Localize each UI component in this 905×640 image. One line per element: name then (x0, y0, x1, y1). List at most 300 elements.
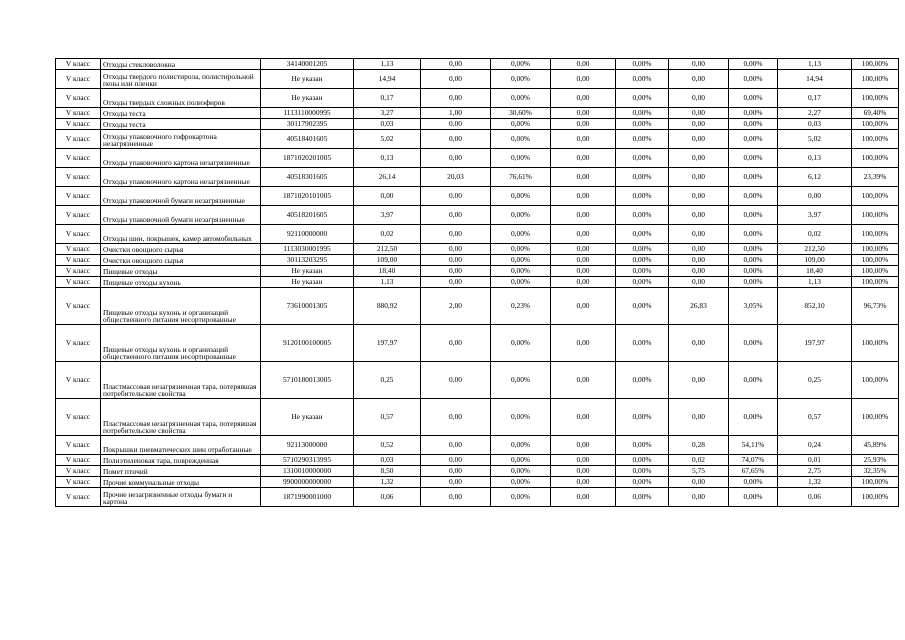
value-cell-8: 2,75 (778, 466, 852, 477)
value-cell-9: 100,00% (852, 149, 899, 168)
hazard-class-cell: V класс (56, 288, 101, 325)
value-cell-6: 0,00 (669, 277, 729, 288)
value-cell-7: 0,00% (729, 149, 778, 168)
waste-name-cell: Пищевые отходы кухонь (101, 277, 261, 288)
value-cell-4: 0,00 (551, 70, 616, 89)
value-cell-9: 100,00% (852, 225, 899, 244)
value-cell-6: 0,00 (669, 119, 729, 130)
hazard-class-cell: V класс (56, 225, 101, 244)
value-cell-3: 0,00% (491, 59, 551, 70)
table-row (56, 119, 899, 130)
waste-code-cell: 9120100100005 (261, 325, 354, 362)
waste-code-cell: 1113030001995 (261, 244, 354, 255)
value-cell-7: 0,00% (729, 488, 778, 507)
hazard-class-cell: V класс (56, 244, 101, 255)
value-cell-2: 0,00 (421, 455, 491, 466)
value-cell-3: 76,61% (491, 168, 551, 187)
hazard-class-cell: V класс (56, 477, 101, 488)
value-cell-3: 0,00% (491, 266, 551, 277)
waste-code-cell: 40518401605 (261, 130, 354, 149)
waste-code-cell: 9900000000000 (261, 477, 354, 488)
waste-name-cell: Отходы твердых сложных полиэфиров (101, 89, 261, 108)
value-cell-6: 0,00 (669, 477, 729, 488)
hazard-class-cell: V класс (56, 488, 101, 507)
table-row (56, 277, 899, 288)
value-cell-8: 18,40 (778, 266, 852, 277)
value-cell-5: 0,00% (616, 488, 669, 507)
value-cell-8: 14,94 (778, 70, 852, 89)
waste-name-cell: Пищевые отходы кухонь и организаций общественного питания несортированные (101, 288, 261, 325)
value-cell-8: 2,27 (778, 108, 852, 119)
value-cell-1: 26,14 (354, 168, 421, 187)
waste-name-cell: Пищевые отходы (101, 266, 261, 277)
table-row (56, 70, 899, 89)
value-cell-5: 0,00% (616, 108, 669, 119)
hazard-class-cell: V класс (56, 187, 101, 206)
value-cell-1: 1,13 (354, 277, 421, 288)
value-cell-6: 0,00 (669, 488, 729, 507)
hazard-class-cell: V класс (56, 130, 101, 149)
value-cell-9: 69,40% (852, 108, 899, 119)
value-cell-3: 0,00% (491, 225, 551, 244)
value-cell-4: 0,00 (551, 187, 616, 206)
value-cell-5: 0,00% (616, 436, 669, 455)
value-cell-3: 0,00% (491, 455, 551, 466)
value-cell-8: 1,13 (778, 59, 852, 70)
waste-name-cell: Помет птичий (101, 466, 261, 477)
hazard-class-cell: V класс (56, 466, 101, 477)
waste-name-cell: Отходы твердого полистирола, полистирольной пены или пленки (101, 70, 261, 89)
value-cell-2: 0,00 (421, 149, 491, 168)
value-cell-6: 0,00 (669, 168, 729, 187)
value-cell-6: 0,00 (669, 108, 729, 119)
table-row (56, 206, 899, 225)
hazard-class-cell: V класс (56, 149, 101, 168)
value-cell-5: 0,00% (616, 362, 669, 399)
value-cell-4: 0,00 (551, 488, 616, 507)
value-cell-2: 0,00 (421, 488, 491, 507)
value-cell-4: 0,00 (551, 225, 616, 244)
value-cell-9: 100,00% (852, 362, 899, 399)
value-cell-9: 100,00% (852, 399, 899, 436)
value-cell-1: 3,27 (354, 108, 421, 119)
waste-name-cell: Покрышки пневматических шин отработанные (101, 436, 261, 455)
value-cell-3: 0,00% (491, 255, 551, 266)
value-cell-7: 0,00% (729, 266, 778, 277)
value-cell-4: 0,00 (551, 130, 616, 149)
value-cell-9: 100,00% (852, 255, 899, 266)
waste-name-cell: Отходы теста (101, 108, 261, 119)
value-cell-3: 0,00% (491, 399, 551, 436)
value-cell-7: 0,00% (729, 119, 778, 130)
hazard-class-cell: V класс (56, 108, 101, 119)
value-cell-1: 0,52 (354, 436, 421, 455)
value-cell-2: 0,00 (421, 362, 491, 399)
value-cell-1: 1,32 (354, 477, 421, 488)
value-cell-8: 0,00 (778, 187, 852, 206)
waste-name-cell: Отходы стекловолокна (101, 59, 261, 70)
value-cell-1: 18,40 (354, 266, 421, 277)
value-cell-8: 0,24 (778, 436, 852, 455)
value-cell-8: 0,03 (778, 119, 852, 130)
value-cell-5: 0,00% (616, 477, 669, 488)
value-cell-3: 0,00% (491, 187, 551, 206)
value-cell-2: 0,00 (421, 187, 491, 206)
value-cell-9: 100,00% (852, 89, 899, 108)
value-cell-2: 0,00 (421, 399, 491, 436)
value-cell-9: 100,00% (852, 187, 899, 206)
table-row (56, 59, 899, 70)
document-page (55, 58, 889, 507)
value-cell-5: 0,00% (616, 119, 669, 130)
table-row (56, 168, 899, 187)
value-cell-5: 0,00% (616, 89, 669, 108)
value-cell-6: 0,00 (669, 362, 729, 399)
value-cell-9: 45,89% (852, 436, 899, 455)
value-cell-6: 0,00 (669, 325, 729, 362)
value-cell-2: 0,00 (421, 466, 491, 477)
value-cell-2: 0,00 (421, 130, 491, 149)
value-cell-2: 0,00 (421, 436, 491, 455)
value-cell-3: 0,00% (491, 325, 551, 362)
value-cell-2: 0,00 (421, 266, 491, 277)
value-cell-8: 3,97 (778, 206, 852, 225)
value-cell-1: 0,02 (354, 225, 421, 244)
value-cell-9: 100,00% (852, 119, 899, 130)
value-cell-6: 0,28 (669, 436, 729, 455)
hazard-class-cell: V класс (56, 255, 101, 266)
value-cell-4: 0,00 (551, 455, 616, 466)
value-cell-5: 0,00% (616, 244, 669, 255)
table-row (56, 488, 899, 507)
value-cell-8: 212,50 (778, 244, 852, 255)
value-cell-8: 109,00 (778, 255, 852, 266)
value-cell-8: 0,17 (778, 89, 852, 108)
table-row (56, 477, 899, 488)
waste-code-cell: 30117902395 (261, 119, 354, 130)
value-cell-2: 0,00 (421, 244, 491, 255)
value-cell-1: 0,13 (354, 149, 421, 168)
value-cell-3: 0,00% (491, 130, 551, 149)
hazard-class-cell: V класс (56, 89, 101, 108)
value-cell-4: 0,00 (551, 244, 616, 255)
value-cell-6: 0,00 (669, 244, 729, 255)
value-cell-2: 0,00 (421, 206, 491, 225)
value-cell-8: 5,02 (778, 130, 852, 149)
value-cell-4: 0,00 (551, 266, 616, 277)
value-cell-9: 100,00% (852, 277, 899, 288)
waste-code-cell: 92113000000 (261, 436, 354, 455)
value-cell-1: 0,00 (354, 187, 421, 206)
value-cell-1: 212,50 (354, 244, 421, 255)
value-cell-6: 0,00 (669, 130, 729, 149)
value-cell-7: 0,00% (729, 108, 778, 119)
value-cell-5: 0,00% (616, 225, 669, 244)
value-cell-5: 0,00% (616, 149, 669, 168)
value-cell-6: 0,00 (669, 187, 729, 206)
value-cell-4: 0,00 (551, 466, 616, 477)
value-cell-8: 0,25 (778, 362, 852, 399)
value-cell-6: 5,75 (669, 466, 729, 477)
value-cell-4: 0,00 (551, 119, 616, 130)
waste-name-cell: Очистки овощного сырья (101, 255, 261, 266)
value-cell-5: 0,00% (616, 70, 669, 89)
waste-code-cell: 5710180013005 (261, 362, 354, 399)
waste-code-cell: Не указан (261, 89, 354, 108)
table-body (56, 59, 899, 507)
value-cell-5: 0,00% (616, 277, 669, 288)
waste-code-cell: 1871020101005 (261, 187, 354, 206)
value-cell-6: 0,00 (669, 149, 729, 168)
value-cell-9: 23,39% (852, 168, 899, 187)
waste-code-cell: 92110000000 (261, 225, 354, 244)
value-cell-9: 100,00% (852, 477, 899, 488)
waste-name-cell: Прочие незагрязненные отходы бумаги и картона (101, 488, 261, 507)
hazard-class-cell: V класс (56, 455, 101, 466)
waste-code-cell: Не указан (261, 266, 354, 277)
value-cell-6: 0,00 (669, 225, 729, 244)
waste-name-cell: Пластмассовая незагрязненная тара, потерявшая потребительские свойства (101, 362, 261, 399)
table-row (56, 89, 899, 108)
value-cell-7: 0,00% (729, 89, 778, 108)
value-cell-2: 0,00 (421, 225, 491, 244)
value-cell-9: 100,00% (852, 488, 899, 507)
waste-code-cell: 34140001205 (261, 59, 354, 70)
value-cell-4: 0,00 (551, 149, 616, 168)
value-cell-7: 0,00% (729, 477, 778, 488)
value-cell-4: 0,00 (551, 362, 616, 399)
value-cell-7: 0,00% (729, 277, 778, 288)
value-cell-1: 197,97 (354, 325, 421, 362)
value-cell-4: 0,00 (551, 325, 616, 362)
value-cell-1: 0,03 (354, 119, 421, 130)
value-cell-7: 0,00% (729, 255, 778, 266)
value-cell-3: 0,00% (491, 488, 551, 507)
waste-code-cell: 1113110000995 (261, 108, 354, 119)
value-cell-7: 0,00% (729, 130, 778, 149)
hazard-class-cell: V класс (56, 266, 101, 277)
value-cell-9: 96,73% (852, 288, 899, 325)
value-cell-7: 0,00% (729, 168, 778, 187)
hazard-class-cell: V класс (56, 206, 101, 225)
value-cell-7: 74,07% (729, 455, 778, 466)
waste-code-cell: 5710290313995 (261, 455, 354, 466)
waste-name-cell: Прочие коммунальные отходы (101, 477, 261, 488)
value-cell-3: 0,00% (491, 477, 551, 488)
waste-name-cell: Отходы упаковочного гофрокартона незагрязненные (101, 130, 261, 149)
waste-table (55, 58, 899, 507)
table-row (56, 266, 899, 277)
value-cell-1: 0,57 (354, 399, 421, 436)
waste-code-cell: 73610001305 (261, 288, 354, 325)
waste-name-cell: Пищевые отходы кухонь и организаций общественного питания несортированные (101, 325, 261, 362)
table-row (56, 399, 899, 436)
value-cell-8: 6,12 (778, 168, 852, 187)
waste-name-cell: Отходы упаковочного картона незагрязненные (101, 149, 261, 168)
value-cell-5: 0,00% (616, 168, 669, 187)
value-cell-8: 0,01 (778, 455, 852, 466)
value-cell-8: 0,02 (778, 225, 852, 244)
value-cell-7: 0,00% (729, 187, 778, 206)
value-cell-6: 0,00 (669, 399, 729, 436)
value-cell-2: 0,00 (421, 325, 491, 362)
waste-name-cell: Отходы теста (101, 119, 261, 130)
value-cell-1: 5,02 (354, 130, 421, 149)
waste-name-cell: Отходы упаковочного картона незагрязненные (101, 168, 261, 187)
value-cell-8: 1,13 (778, 277, 852, 288)
waste-name-cell: Очистки овощного сырья (101, 244, 261, 255)
value-cell-4: 0,00 (551, 277, 616, 288)
value-cell-1: 3,97 (354, 206, 421, 225)
value-cell-9: 100,00% (852, 244, 899, 255)
table-row (56, 466, 899, 477)
value-cell-1: 1,13 (354, 59, 421, 70)
value-cell-2: 0,00 (421, 70, 491, 89)
waste-code-cell: 1871020201005 (261, 149, 354, 168)
value-cell-2: 0,00 (421, 59, 491, 70)
hazard-class-cell: V класс (56, 119, 101, 130)
table-row (56, 436, 899, 455)
value-cell-3: 0,00% (491, 466, 551, 477)
waste-name-cell: Отходы упаковочной бумаги незагрязненные (101, 187, 261, 206)
table-row (56, 187, 899, 206)
hazard-class-cell: V класс (56, 168, 101, 187)
value-cell-7: 0,00% (729, 325, 778, 362)
value-cell-5: 0,00% (616, 266, 669, 277)
waste-code-cell: 40518201605 (261, 206, 354, 225)
value-cell-1: 0,03 (354, 455, 421, 466)
value-cell-4: 0,00 (551, 59, 616, 70)
value-cell-9: 100,00% (852, 266, 899, 277)
value-cell-3: 0,00% (491, 436, 551, 455)
value-cell-2: 0,00 (421, 119, 491, 130)
table-row (56, 255, 899, 266)
waste-name-cell: Отходы шин, покрышек, камер автомобильных (101, 225, 261, 244)
value-cell-7: 54,11% (729, 436, 778, 455)
hazard-class-cell: V класс (56, 277, 101, 288)
value-cell-9: 100,00% (852, 59, 899, 70)
value-cell-2: 2,00 (421, 288, 491, 325)
value-cell-5: 0,00% (616, 455, 669, 466)
table-row (56, 130, 899, 149)
hazard-class-cell: V класс (56, 59, 101, 70)
value-cell-2: 0,00 (421, 255, 491, 266)
value-cell-4: 0,00 (551, 399, 616, 436)
table-row (56, 244, 899, 255)
value-cell-4: 0,00 (551, 255, 616, 266)
value-cell-9: 25,93% (852, 455, 899, 466)
table-row (56, 455, 899, 466)
table-row (56, 225, 899, 244)
value-cell-1: 0,25 (354, 362, 421, 399)
value-cell-3: 0,00% (491, 244, 551, 255)
value-cell-5: 0,00% (616, 325, 669, 362)
value-cell-4: 0,00 (551, 206, 616, 225)
waste-code-cell: 40518301605 (261, 168, 354, 187)
value-cell-4: 0,00 (551, 477, 616, 488)
value-cell-6: 0,00 (669, 89, 729, 108)
value-cell-7: 67,65% (729, 466, 778, 477)
value-cell-3: 0,00% (491, 149, 551, 168)
table-row (56, 149, 899, 168)
value-cell-7: 0,00% (729, 206, 778, 225)
value-cell-9: 100,00% (852, 130, 899, 149)
value-cell-3: 0,00% (491, 362, 551, 399)
value-cell-5: 0,00% (616, 59, 669, 70)
value-cell-4: 0,00 (551, 108, 616, 119)
value-cell-3: 0,00% (491, 70, 551, 89)
value-cell-8: 197,97 (778, 325, 852, 362)
waste-code-cell: Не указан (261, 70, 354, 89)
value-cell-4: 0,00 (551, 168, 616, 187)
value-cell-2: 0,00 (421, 477, 491, 488)
value-cell-3: 0,00% (491, 277, 551, 288)
value-cell-2: 20,03 (421, 168, 491, 187)
value-cell-3: 30,60% (491, 108, 551, 119)
waste-code-cell: 30113203295 (261, 255, 354, 266)
table-row (56, 362, 899, 399)
value-cell-8: 0,06 (778, 488, 852, 507)
table-row (56, 108, 899, 119)
value-cell-4: 0,00 (551, 436, 616, 455)
value-cell-3: 0,00% (491, 89, 551, 108)
waste-code-cell: Не указан (261, 399, 354, 436)
hazard-class-cell: V класс (56, 362, 101, 399)
value-cell-6: 0,00 (669, 255, 729, 266)
waste-code-cell: Не указан (261, 277, 354, 288)
value-cell-5: 0,00% (616, 206, 669, 225)
value-cell-6: 26,83 (669, 288, 729, 325)
value-cell-7: 0,00% (729, 59, 778, 70)
table-row (56, 325, 899, 362)
value-cell-6: 0,00 (669, 59, 729, 70)
value-cell-1: 0,17 (354, 89, 421, 108)
value-cell-5: 0,00% (616, 130, 669, 149)
waste-code-cell: 1871990001000 (261, 488, 354, 507)
value-cell-6: 0,00 (669, 70, 729, 89)
waste-name-cell: Полиэтиленовая тара, поврежденная (101, 455, 261, 466)
value-cell-9: 32,35% (852, 466, 899, 477)
value-cell-7: 0,00% (729, 244, 778, 255)
value-cell-5: 0,00% (616, 288, 669, 325)
value-cell-9: 100,00% (852, 206, 899, 225)
value-cell-1: 109,00 (354, 255, 421, 266)
value-cell-7: 0,00% (729, 70, 778, 89)
hazard-class-cell: V класс (56, 70, 101, 89)
value-cell-8: 1,32 (778, 477, 852, 488)
value-cell-3: 0,00% (491, 119, 551, 130)
value-cell-7: 3,05% (729, 288, 778, 325)
waste-code-cell: 1310010000000 (261, 466, 354, 477)
value-cell-6: 0,02 (669, 455, 729, 466)
value-cell-2: 0,00 (421, 277, 491, 288)
value-cell-5: 0,00% (616, 399, 669, 436)
value-cell-7: 0,00% (729, 362, 778, 399)
value-cell-3: 0,00% (491, 206, 551, 225)
value-cell-8: 0,13 (778, 149, 852, 168)
value-cell-8: 852,10 (778, 288, 852, 325)
value-cell-4: 0,00 (551, 89, 616, 108)
value-cell-1: 8,50 (354, 466, 421, 477)
value-cell-8: 0,57 (778, 399, 852, 436)
value-cell-1: 880,92 (354, 288, 421, 325)
value-cell-2: 0,00 (421, 89, 491, 108)
value-cell-1: 0,06 (354, 488, 421, 507)
value-cell-2: 1,00 (421, 108, 491, 119)
hazard-class-cell: V класс (56, 436, 101, 455)
value-cell-7: 0,00% (729, 399, 778, 436)
value-cell-6: 0,00 (669, 206, 729, 225)
